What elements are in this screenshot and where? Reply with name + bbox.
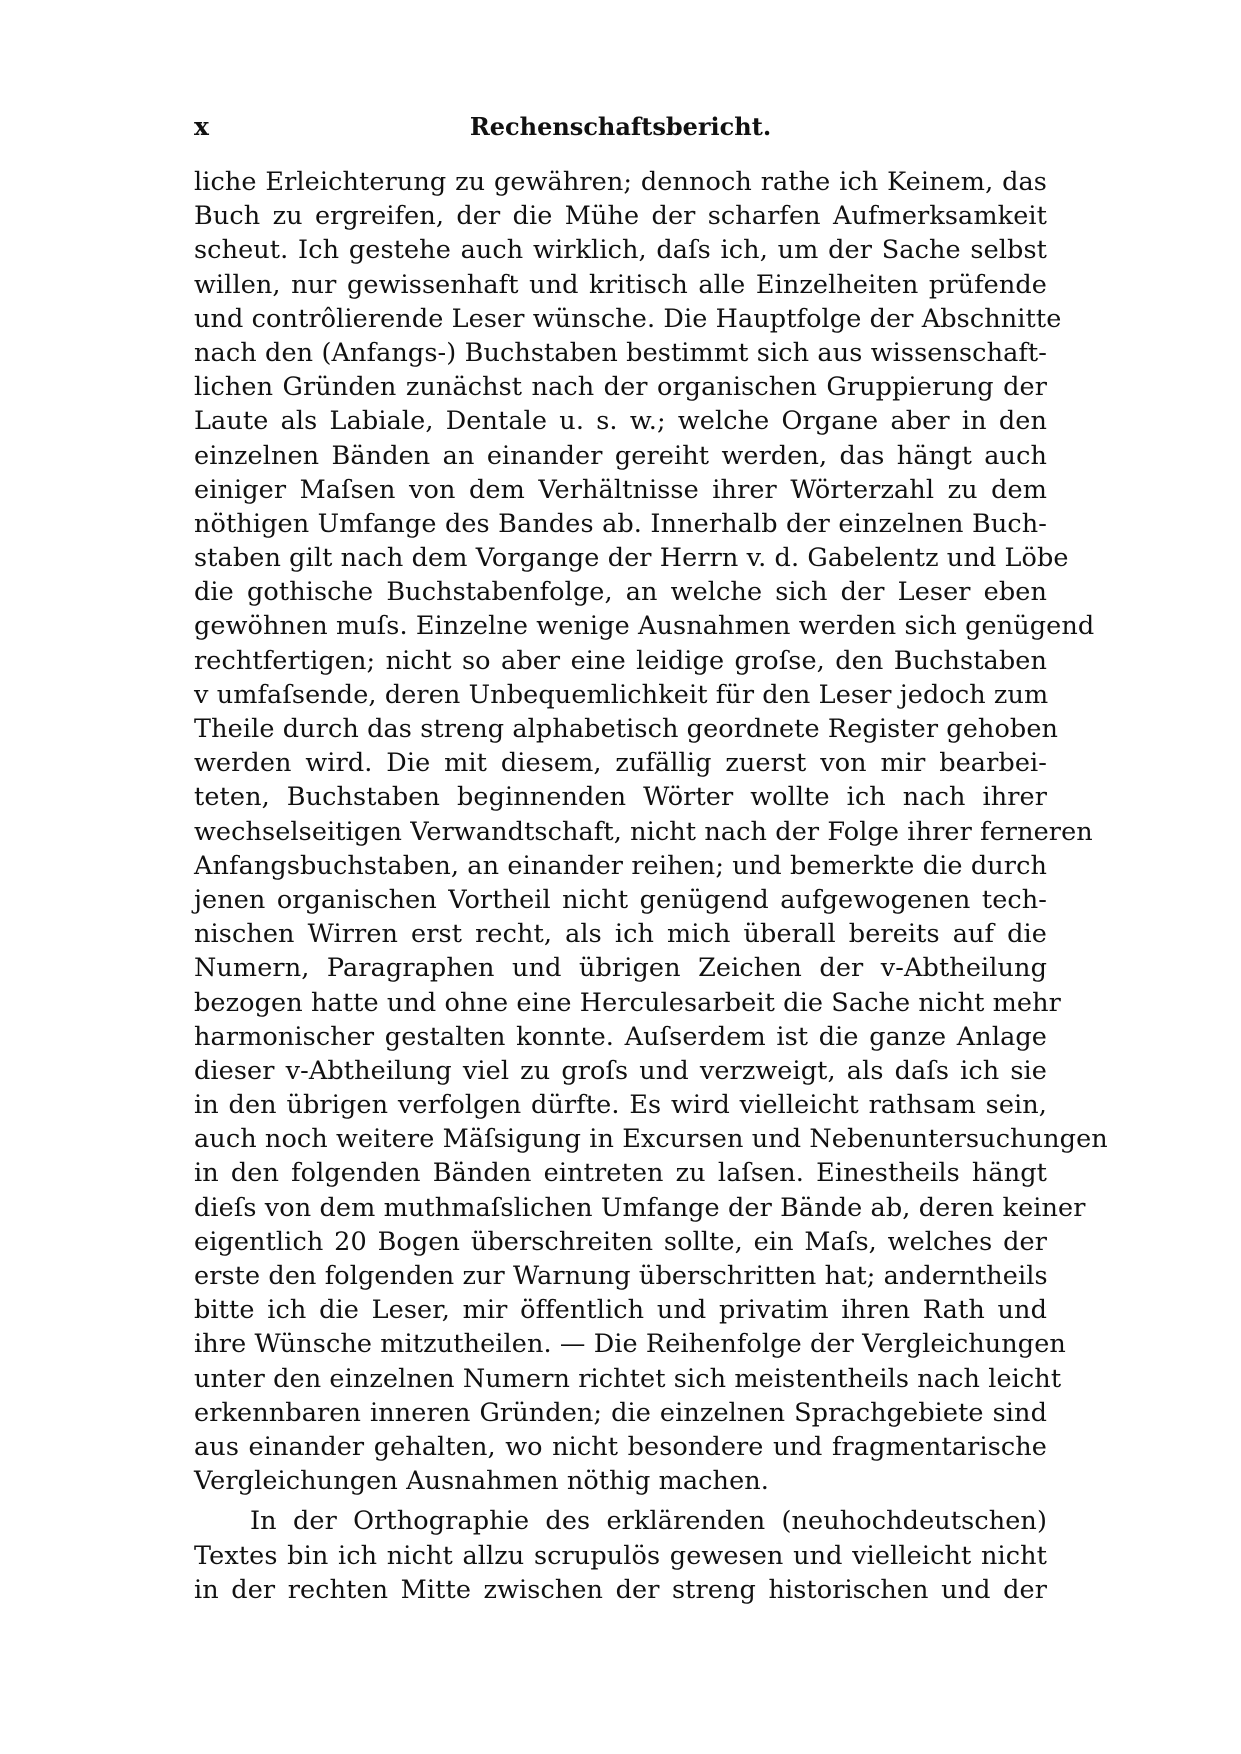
text-line: erkennbaren inneren Gründen; die einzelnen Sprachgebiete sind — [194, 1397, 1047, 1428]
text-line: liche Erleichterung zu gewähren; dennoch rathe ich Keinem, das — [194, 167, 1047, 197]
running-head: Rechenschaftsbericht. — [469, 112, 772, 141]
text-line: auch noch weitere Mäſsigung in Excursen und Nebenuntersuchungen — [194, 1124, 1108, 1155]
text-line: Numern, Paragraphen und übrigen Zeichen der v-Abtheilung — [194, 953, 1047, 984]
text-line: jenen organischen Vortheil nicht genügend aufgewogenen tech- — [194, 884, 1047, 915]
text-line: bitte ich die Leser, mir öffentlich und privatim ihren Rath und — [194, 1295, 1047, 1326]
text-line: Buch zu ergreifen, der die Mühe der scharfen Aufmerksamkeit — [194, 201, 1047, 232]
text-line: In der Orthographie des erklärenden (neuhochdeutschen) — [250, 1506, 1047, 1537]
text-line: erste den folgenden zur Warnung überschritten hat; anderntheils — [194, 1261, 1048, 1291]
body-text — [194, 165, 1108, 1607]
text-line: die gothische Buchstabenfolge, an welche sich der Leser eben — [194, 577, 1047, 608]
text-line: einzelnen Bänden an einander gereiht werden, das hängt auch — [194, 440, 1047, 471]
text-line: in den übrigen verfolgen dürfte. Es wird vielleicht rathsam sein, — [194, 1090, 1047, 1121]
text-line: aus einander gehalten, wo nicht besondere und fragmentarische — [194, 1431, 1047, 1462]
text-line: in der rechten Mitte zwischen der streng historischen und der — [194, 1574, 1047, 1605]
text-line: staben gilt nach dem Vorgange der Herrn v. d. Gabelentz und Löbe — [194, 543, 1069, 574]
text-line: bezogen hatte und ohne eine Herculesarbeit die Sache nicht mehr — [194, 987, 1061, 1018]
text-line: in den folgenden Bänden eintreten zu laſsen. Einestheils hängt — [194, 1158, 1047, 1189]
text-line: nischen Wirren erst recht, als ich mich überall bereits auf die — [194, 919, 1047, 950]
text-line: gewöhnen muſs. Einzelne wenige Ausnahmen werden sich genügend — [194, 611, 1095, 642]
text-line: und contrôlierende Leser wünsche. Die Hauptfolge der Abschnitte — [194, 303, 1062, 334]
page-number: x — [194, 112, 209, 141]
text-line: rechtfertigen; nicht so aber eine leidige groſse, den Buchstaben — [194, 645, 1047, 676]
text-line: Laute als Labiale, Dentale u. s. w.; welche Organe aber in den — [194, 406, 1047, 437]
text-line: nach den (Anfangs-) Buchstaben bestimmt sich aus wissenschaft- — [194, 337, 1047, 368]
text-line: willen, nur gewissenhaft und kritisch alle Einzelheiten prüfende — [194, 269, 1047, 300]
text-line: scheut. Ich gestehe auch wirklich, daſs ich, um der Sache selbst — [194, 235, 1047, 266]
text-line: Anfangsbuchstaben, an einander reihen; und bemerkte die durch — [194, 850, 1047, 881]
text-line: v umfaſsende, deren Unbequemlichkeit für den Leser jedoch zum — [194, 679, 1049, 710]
text-line: Textes bin ich nicht allzu scrupulös gewesen und vielleicht nicht — [194, 1540, 1047, 1571]
paragraph-1 — [194, 165, 1108, 1498]
text-line: ihre Wünsche mitzutheilen. — Die Reihenfolge der Vergleichungen — [194, 1329, 1066, 1360]
paragraph-2 — [194, 1504, 1047, 1607]
text-line: Vergleichungen Ausnahmen nöthig machen. — [194, 1466, 769, 1497]
text-line: lichen Gründen zunächst nach der organischen Gruppierung der — [194, 372, 1047, 403]
text-line: unter den einzelnen Numern richtet sich meistentheils nach leicht — [194, 1363, 1062, 1394]
text-line: eigentlich 20 Bogen überschreiten sollte, ein Maſs, welches der — [194, 1226, 1047, 1257]
text-line: Theile durch das streng alphabetisch geordnete Register gehoben — [194, 714, 1059, 744]
text-line: dieser v-Abtheilung viel zu groſs und verzweigt, als daſs ich sie — [194, 1055, 1047, 1086]
text-line: dieſs von dem muthmaſslichen Umfange der Bände ab, deren keiner — [194, 1192, 1086, 1223]
text-line: werden wird. Die mit diesem, zufällig zuerst von mir bearbei- — [194, 748, 1047, 779]
page-header — [194, 112, 1047, 152]
text-line: harmonischer gestalten konnte. Auſserdem ist die ganze Anlage — [194, 1021, 1047, 1052]
text-line: nöthigen Umfange des Bandes ab. Innerhalb der einzelnen Buch- — [194, 508, 1047, 539]
text-line: wechselseitigen Verwandtschaft, nicht nach der Folge ihrer ferneren — [194, 816, 1093, 847]
text-line: teten, Buchstaben beginnenden Wörter wollte ich nach ihrer — [194, 782, 1047, 813]
text-line: einiger Maſsen von dem Verhältnisse ihrer Wörterzahl zu dem — [194, 474, 1047, 505]
